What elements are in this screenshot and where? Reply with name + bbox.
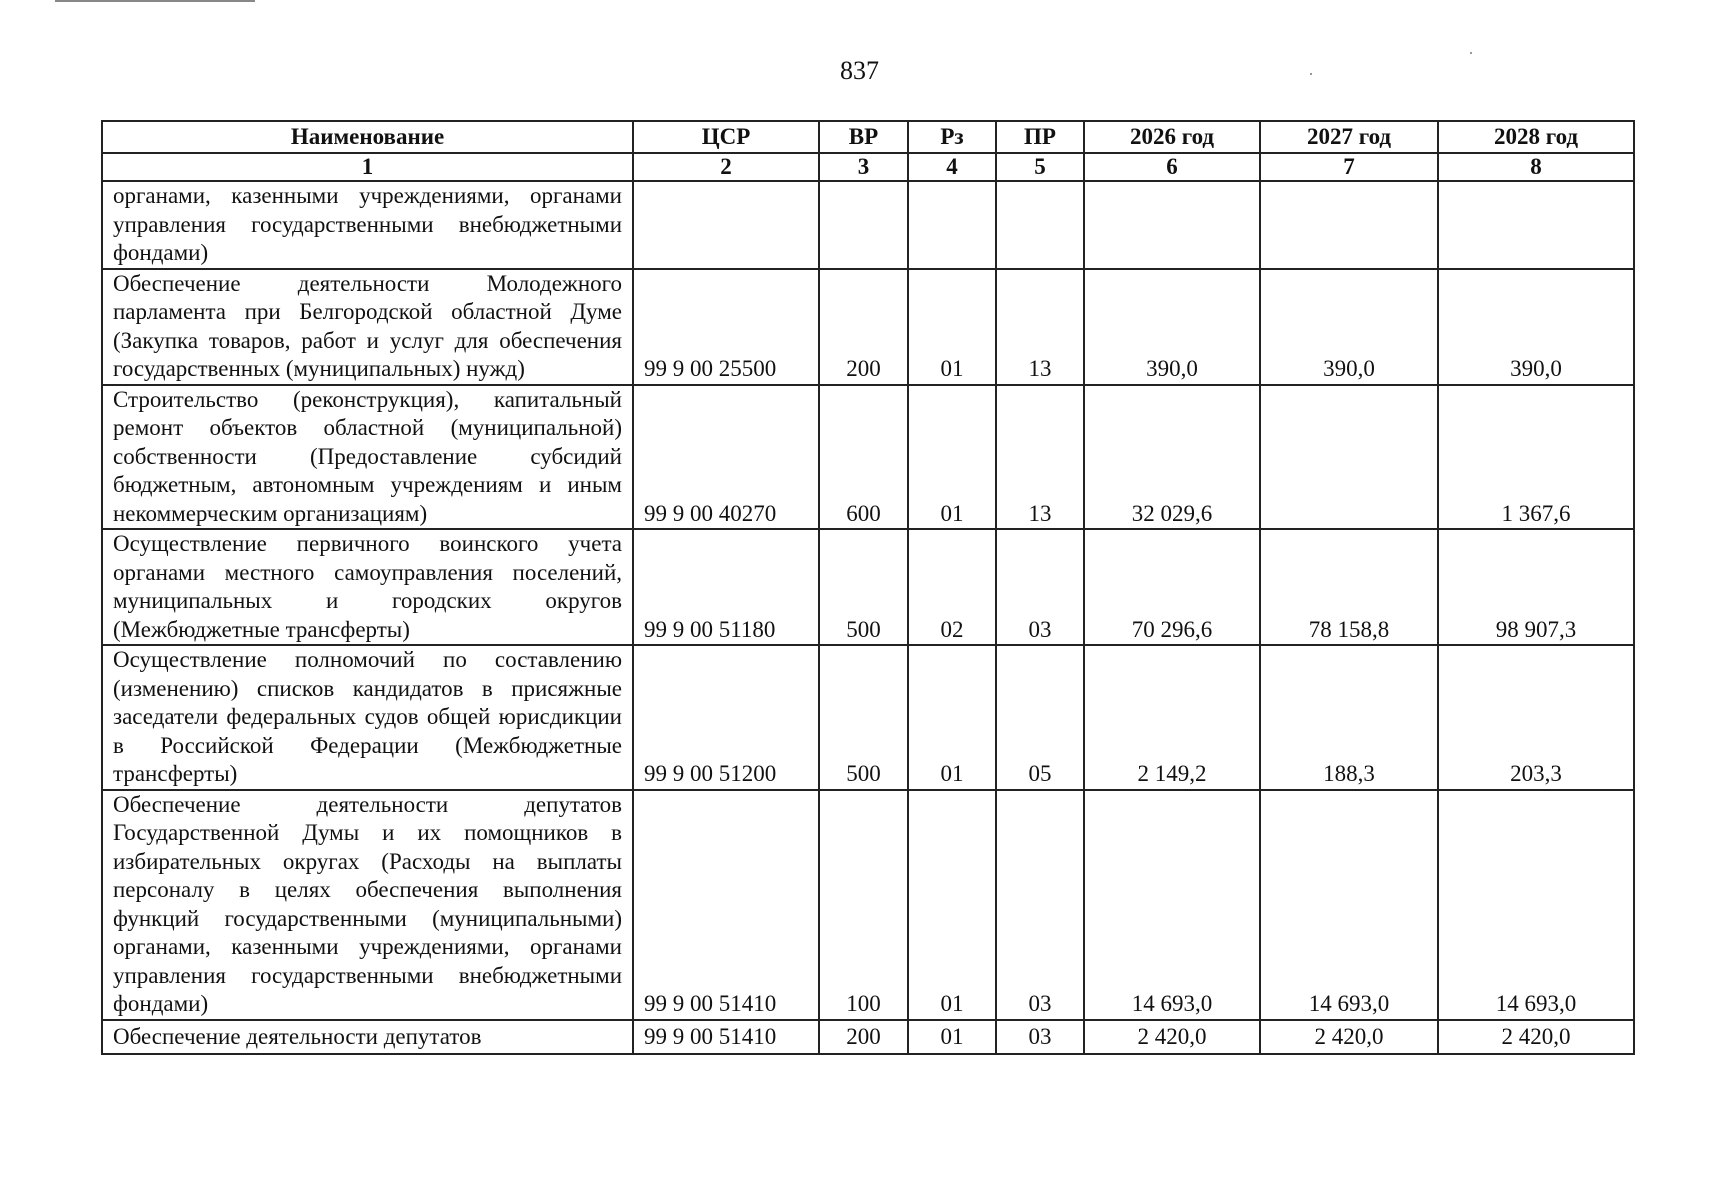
row-rz: 01 — [908, 385, 996, 530]
header-2027: 2027 год — [1260, 121, 1438, 153]
header-row — [102, 121, 1634, 153]
row-vr: 500 — [819, 645, 908, 790]
header-2026: 2026 год — [1084, 121, 1260, 153]
header-pr: ПР — [996, 121, 1084, 153]
row-rz: 01 — [908, 1020, 996, 1054]
row-name: органами, казенными учреждениями, органами управления государственными внебюджетными фондами) — [102, 181, 633, 269]
row-2028 — [1438, 181, 1634, 269]
row-2026: 2 149,2 — [1084, 645, 1260, 790]
table-row — [102, 529, 1634, 645]
row-pr: 13 — [996, 269, 1084, 385]
row-vr: 200 — [819, 269, 908, 385]
budget-table — [101, 120, 1635, 1055]
table-row — [102, 790, 1634, 1020]
column-number: 6 — [1084, 153, 1260, 181]
row-2026: 2 420,0 — [1084, 1020, 1260, 1054]
row-2026: 32 029,6 — [1084, 385, 1260, 530]
page-number: 837 — [840, 56, 879, 85]
row-rz: 02 — [908, 529, 996, 645]
scan-edge-line — [55, 0, 255, 2]
header-vr: ВР — [819, 121, 908, 153]
table-row — [102, 385, 1634, 530]
row-csr: 99 9 00 40270 — [633, 385, 819, 530]
row-2026: 70 296,6 — [1084, 529, 1260, 645]
row-name: Осуществление первичного воинского учета органами местного самоуправления поселений, муниципальных и городских округов (Межбюджетные трансферты) — [102, 529, 633, 645]
row-2026: 390,0 — [1084, 269, 1260, 385]
row-vr: 600 — [819, 385, 908, 530]
row-csr: 99 9 00 25500 — [633, 269, 819, 385]
row-rz: 01 — [908, 790, 996, 1020]
row-name: Обеспечение деятельности депутатов — [102, 1020, 633, 1054]
row-name: Обеспечение деятельности депутатов Государственной Думы и их помощников в избирательных округах (Расходы на выплаты персоналу в целях обеспечения выполнения функций государственными (муниципальными) органами, казенными учреждениями, органами управления государственными внебюджетными фондами) — [102, 790, 633, 1020]
row-pr: 13 — [996, 385, 1084, 530]
row-vr — [819, 181, 908, 269]
row-2028: 1 367,6 — [1438, 385, 1634, 530]
column-number: 1 — [102, 153, 633, 181]
row-2027: 2 420,0 — [1260, 1020, 1438, 1054]
table-row — [102, 1020, 1634, 1054]
row-csr: 99 9 00 51410 — [633, 790, 819, 1020]
scan-speck — [1470, 52, 1472, 54]
column-number-row — [102, 153, 1634, 181]
row-pr: 05 — [996, 645, 1084, 790]
row-pr: 03 — [996, 529, 1084, 645]
column-number: 5 — [996, 153, 1084, 181]
row-csr: 99 9 00 51200 — [633, 645, 819, 790]
row-2027: 390,0 — [1260, 269, 1438, 385]
row-pr: 03 — [996, 790, 1084, 1020]
row-vr: 100 — [819, 790, 908, 1020]
row-2028: 98 907,3 — [1438, 529, 1634, 645]
row-rz: 01 — [908, 269, 996, 385]
column-number: 4 — [908, 153, 996, 181]
row-2027: 78 158,8 — [1260, 529, 1438, 645]
column-number: 8 — [1438, 153, 1634, 181]
row-2028: 390,0 — [1438, 269, 1634, 385]
table-row — [102, 181, 1634, 269]
row-2028: 203,3 — [1438, 645, 1634, 790]
row-csr: 99 9 00 51410 — [633, 1020, 819, 1054]
row-name: Осуществление полномочий по составлению (изменению) списков кандидатов в присяжные заседатели федеральных судов общей юрисдикции в Российской Федерации (Межбюджетные трансферты) — [102, 645, 633, 790]
row-2026 — [1084, 181, 1260, 269]
table-row — [102, 645, 1634, 790]
column-number: 7 — [1260, 153, 1438, 181]
row-name: Строительство (реконструкция), капитальный ремонт объектов областной (муниципальной) собственности (Предоставление субсидий бюджетным, автономным учреждениям и иным некоммерческим организациям) — [102, 385, 633, 530]
row-2028: 2 420,0 — [1438, 1020, 1634, 1054]
row-csr: 99 9 00 51180 — [633, 529, 819, 645]
row-2027: 14 693,0 — [1260, 790, 1438, 1020]
row-2027 — [1260, 181, 1438, 269]
row-vr: 500 — [819, 529, 908, 645]
table-row — [102, 269, 1634, 385]
header-csr: ЦСР — [633, 121, 819, 153]
row-csr — [633, 181, 819, 269]
column-number: 3 — [819, 153, 908, 181]
row-vr: 200 — [819, 1020, 908, 1054]
row-2026: 14 693,0 — [1084, 790, 1260, 1020]
column-number: 2 — [633, 153, 819, 181]
header-2028: 2028 год — [1438, 121, 1634, 153]
row-pr — [996, 181, 1084, 269]
header-rz: Рз — [908, 121, 996, 153]
row-2027: 188,3 — [1260, 645, 1438, 790]
row-2027 — [1260, 385, 1438, 530]
row-rz: 01 — [908, 645, 996, 790]
row-pr: 03 — [996, 1020, 1084, 1054]
row-name: Обеспечение деятельности Молодежного парламента при Белгородской областной Думе (Закупка товаров, работ и услуг для обеспечения государственных (муниципальных) нужд) — [102, 269, 633, 385]
row-rz — [908, 181, 996, 269]
header-name: Наименование — [102, 121, 633, 153]
row-2028: 14 693,0 — [1438, 790, 1634, 1020]
